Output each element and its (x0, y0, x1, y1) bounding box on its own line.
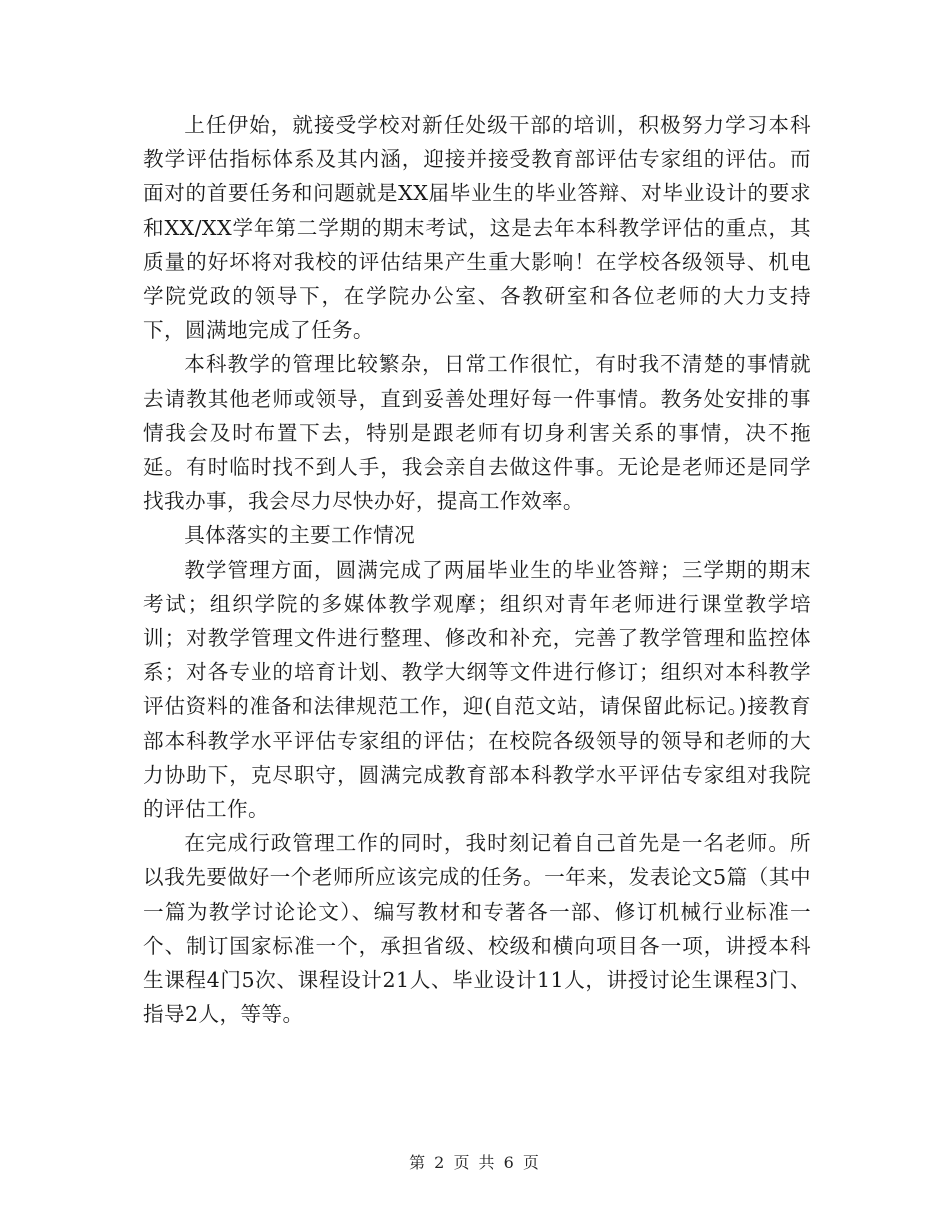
paragraph-management: 本科教学的管理比较繁杂，日常工作很忙，有时我不清楚的事情就去请教其他老师或领导，直到妥善处理好每一件事情。教务处安排的事情我会及时布置下去，特别是跟老师有切身利害关系的事情，决不拖延。有时临时找不到人手，我会亲自去做这件事。无论是老师还是同学找我办事，我会尽力尽快办好，提高工作效率。 (143, 352, 811, 514)
paragraph-teaching-management: 教学管理方面，圆满完成了两届毕业生的毕业答辩；三学期的期末考试；组织学院的多媒体教学观摩；组织对青年老师进行课堂教学培训；对教学管理文件进行整理、修改和补充，完善了教学管理和监控体系；对各专业的培育计划、教学大纲等文件进行修订；组织对本科教学评估资料的准备和法律规范工作，迎(自范文站，请保留此标记。)接教育部本科教学水平评估专家组的评估；在校院各级领导的领导和老师的大力协助下，克尽职守，圆满完成教育部本科教学水平评估专家组对我院的评估工作。 (143, 557, 811, 822)
document-body (143, 108, 811, 1031)
section-heading: 具体落实的主要工作情况 (184, 523, 416, 548)
paragraph-teacher-duties: 在完成行政管理工作的同时，我时刻记着自己首先是一名老师。所以我先要做好一个老师所应该完成的任务。一年来，发表论文5篇（其中一篇为教学讨论论文）、编写教材和专著各一部、修订机械行业标准一个、制订国家标准一个，承担省级、校级和横向项目各一项，讲授本科生课程4门5次、课程设计21人、毕业设计11人，讲授讨论生课程3门、指导2人，等等。 (143, 831, 811, 1027)
paragraph-appointment: 上任伊始，就接受学校对新任处级干部的培训，积极努力学习本科教学评估指标体系及其内涵，迎接并接受教育部评估专家组的评估。而面对的首要任务和问题就是XX届毕业生的毕业答辩、对毕业设计的要求和XX/XX学年第二学期的期末考试，这是去年本科教学评估的重点，其质量的好坏将对我校的评估结果产生重大影响！在学校各级领导、机电学院党政的领导下，在学院办公室、各教研室和各位老师的大力支持下，圆满地完成了任务。 (143, 113, 811, 343)
page-number-footer: 第 2 页 共 6 页 (409, 1153, 541, 1172)
